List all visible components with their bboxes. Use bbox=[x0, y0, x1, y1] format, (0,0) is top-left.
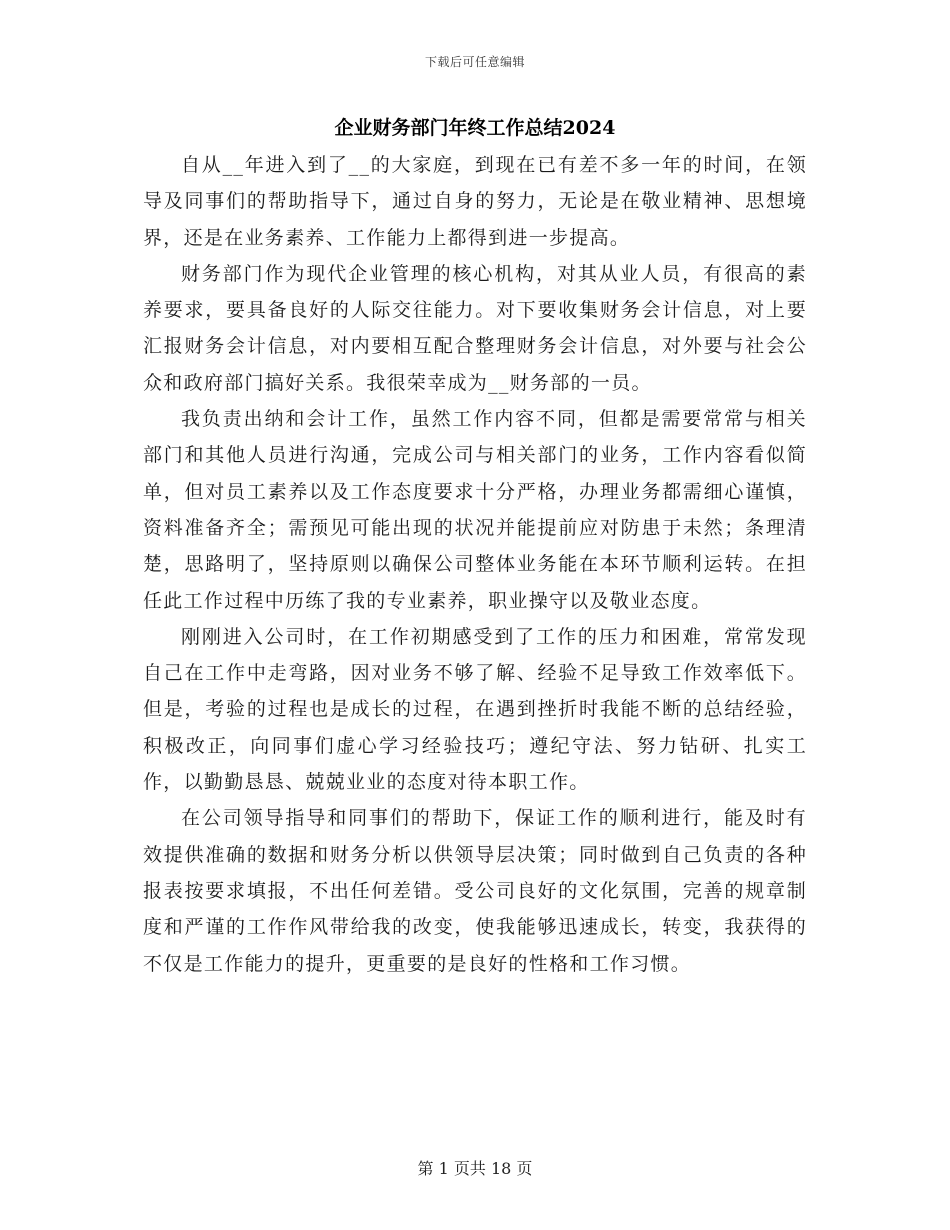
paragraph-4: 刚刚进入公司时，在工作初期感受到了工作的压力和困难，常常发现自己在工作中走弯路，因对业务不够了解、经验不足导致工作效率低下。但是，考验的过程也是成长的过程，在遇到挫折时我能不断的总结经验，积极改正，向同事们虚心学习经验技巧；遵纪守法、努力钻研、扎实工作，以勤勤恳恳、兢兢业业的态度对待本职工作。 bbox=[143, 625, 807, 794]
header-note: 下载后可任意编辑 bbox=[424, 55, 525, 69]
paragraph-5: 在公司领导指导和同事们的帮助下，保证工作的顺利进行，能及时有效提供准确的数据和财务分析以供领导层决策；同时做到自己负责的各种报表按要求填报，不出任何差错。受公司良好的文化氛围，完善的规章制度和严谨的工作作风带给我的改变，使我能够迅速成长，转变，我获得的不仅是工作能力的提升，更重要的是良好的性格和工作习惯。 bbox=[143, 807, 807, 975]
paragraph-3: 我负责出纳和会计工作，虽然工作内容不同，但都是需要常常与相关部门和其他人员进行沟通，完成公司与相关部门的业务，工作内容看似简单，但对员工素养以及工作态度要求十分严格，办理业务都需细心谨慎，资料准备齐全；需预见可能出现的状况并能提前应对防患于未然；条理清楚，思路明了，坚持原则以确保公司整体业务能在本环节顺利运转。在担任此工作过程中历练了我的专业素养，职业操守以及敬业态度。 bbox=[143, 408, 807, 612]
page-number: 第 1 页共 18 页 bbox=[417, 1159, 533, 1178]
document-body bbox=[143, 147, 807, 982]
paragraph-1: 自从__年进入到了__的大家庭，到现在已有差不多一年的时间，在领导及同事们的帮助指导下，通过自身的努力，无论是在敬业精神、思想境界，还是在业务素养、工作能力上都得到进一步提高。 bbox=[143, 154, 807, 249]
document-title: 企业财务部门年终工作总结2024 bbox=[334, 117, 616, 139]
paragraph-2: 财务部门作为现代企业管理的核心机构，对其从业人员，有很高的素养要求，要具备良好的人际交往能力。对下要收集财务会计信息，对上要汇报财务会计信息，对内要相互配合整理财务会计信息，对外要与社会公众和政府部门搞好关系。我很荣幸成为__财务部的一员。 bbox=[143, 262, 807, 394]
